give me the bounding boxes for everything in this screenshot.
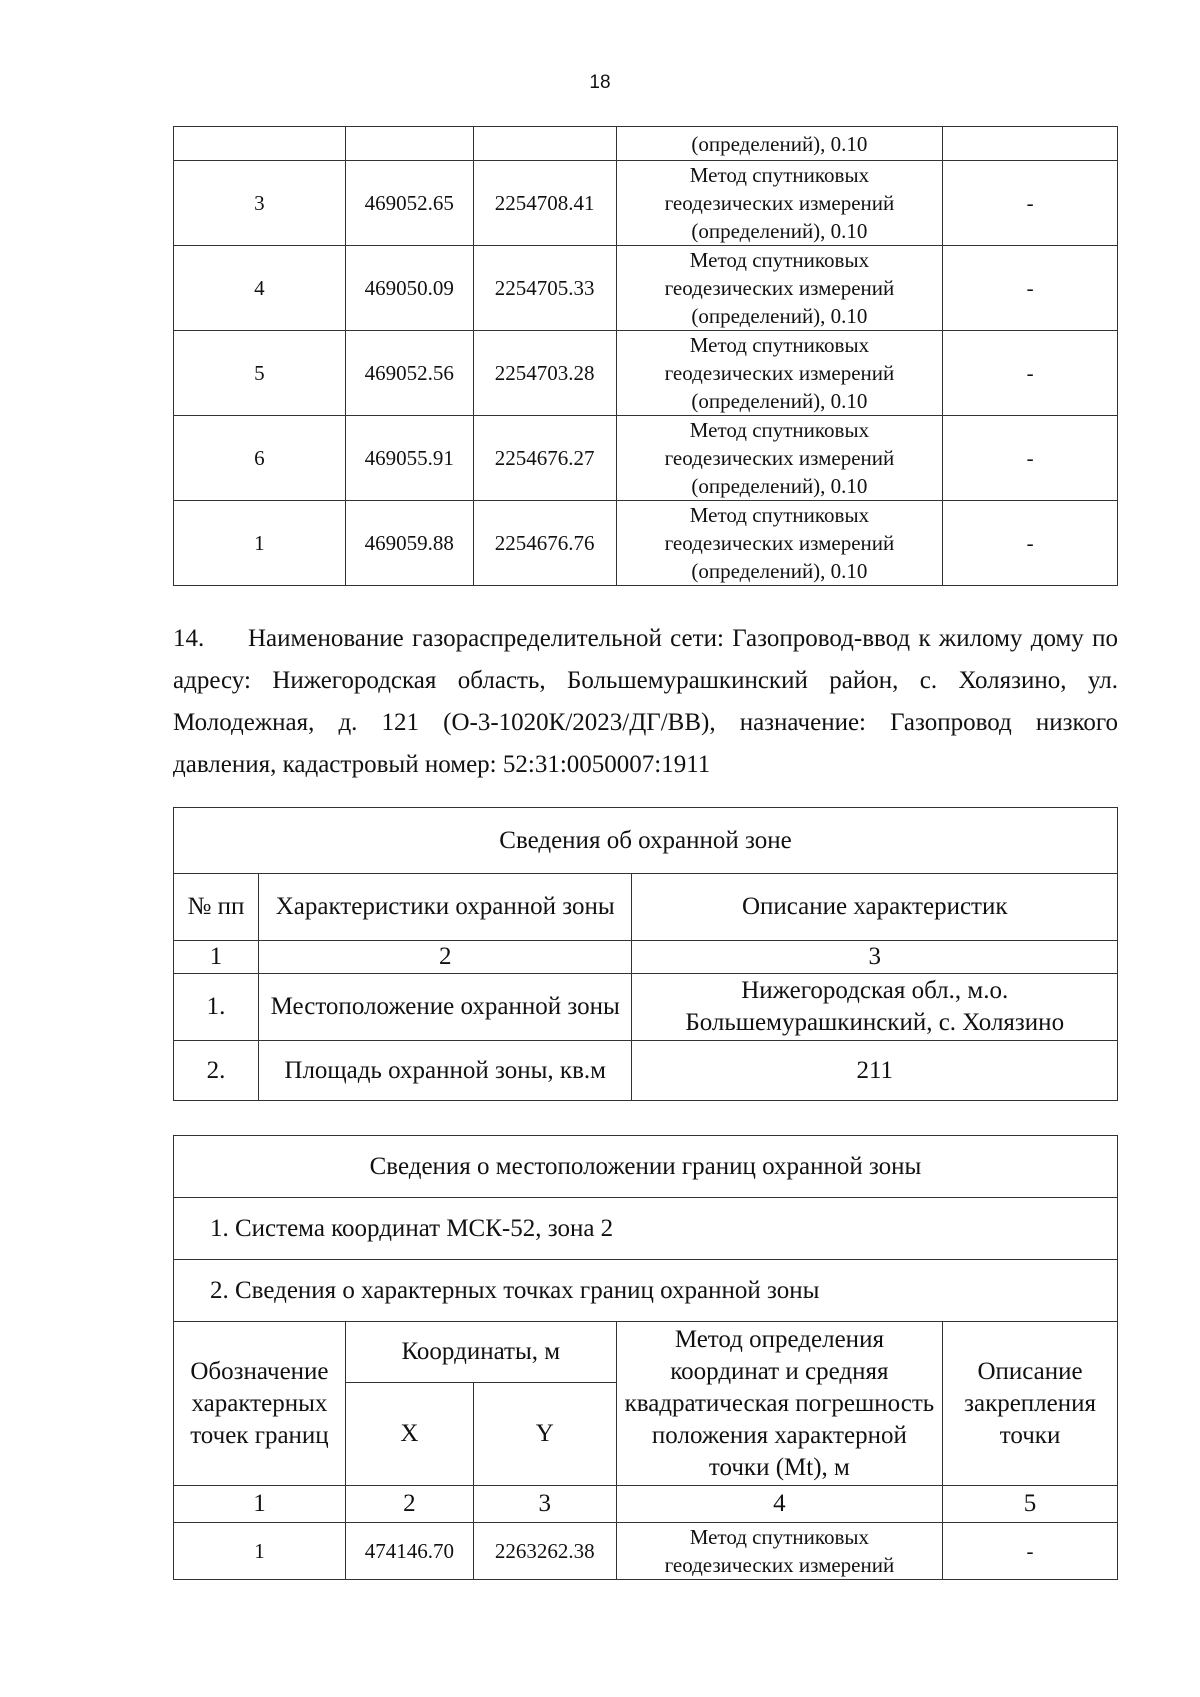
method-cell — [616, 416, 943, 501]
point-id: 1 — [174, 1523, 346, 1580]
table-row — [174, 246, 1118, 331]
method-line: геодезических измерений — [664, 361, 895, 385]
index-cell: 2 — [345, 1486, 473, 1523]
point-id: 4 — [174, 246, 346, 331]
continuation-table — [173, 126, 1118, 586]
table-cell — [174, 127, 346, 161]
table-row — [174, 127, 1118, 161]
point-id: 6 — [174, 416, 346, 501]
coord-x: 469050.09 — [345, 246, 473, 331]
characteristic-name: Местоположение охранной зоны — [258, 974, 632, 1041]
table-cell — [473, 127, 616, 161]
coord-x: 469052.56 — [345, 331, 473, 416]
table-row — [174, 974, 1118, 1041]
method-line: (определений), 0.10 — [691, 559, 868, 583]
column-header: Метод определения координат и средняя квадратическая погрешность положения характерной точки (Mt), м — [616, 1322, 942, 1486]
point-id: 5 — [174, 331, 346, 416]
paragraph-text: Наименование газораспределительной сети: Газопровод-ввод к жилому дому по адресу: Нижегородская область, Большемурашкинский район, с. Холязино, ул. Молодежная, д. 121 (О-3-1020К/2023/ДГ/ВВ), назначение: Газопровод низкого давления, кадастровый номер: 52:31:0050007:1911 — [173, 625, 1118, 778]
index-cell: 3 — [632, 941, 1118, 974]
method-line: геодезических измерений — [664, 276, 895, 300]
column-header: Y — [473, 1383, 616, 1486]
coord-y: 2254703.28 — [473, 331, 616, 416]
method-line: геодезических измерений — [664, 531, 895, 555]
method-line: Метод спутниковых — [689, 1525, 870, 1549]
column-header: X — [345, 1383, 473, 1486]
method-cell — [616, 161, 943, 246]
point-description: - — [943, 416, 1118, 501]
characteristic-value: 211 — [632, 1041, 1118, 1101]
row-number: 2. — [174, 1041, 259, 1101]
column-header: Характеристики охранной зоны — [258, 874, 632, 941]
table-row — [174, 501, 1118, 586]
method-line: (определений), 0.10 — [691, 474, 868, 498]
paragraph-number: 14. — [173, 625, 205, 652]
page-number: 18 — [589, 72, 611, 93]
index-cell: 3 — [473, 1486, 616, 1523]
coord-x: 469055.91 — [345, 416, 473, 501]
coord-y: 2254708.41 — [473, 161, 616, 246]
method-cell — [616, 1523, 942, 1580]
method-cell: (определений), 0.10 — [616, 127, 943, 161]
method-line: Метод спутниковых — [689, 248, 870, 272]
method-line: (определений), 0.10 — [691, 219, 868, 243]
point-description: - — [943, 1523, 1118, 1580]
column-header: Координаты, м — [345, 1322, 616, 1383]
zone-table-title: Сведения об охранной зоне — [174, 808, 1118, 874]
method-line: Метод спутниковых — [689, 163, 870, 187]
column-header: Описание характеристик — [632, 874, 1118, 941]
table-row — [174, 161, 1118, 246]
section-paragraph — [173, 618, 1118, 786]
coord-y: 2263262.38 — [473, 1523, 616, 1580]
method-line: (определений), 0.10 — [691, 304, 868, 328]
point-description: - — [943, 246, 1118, 331]
coordinate-system: 1. Система координат МСК-52, зона 2 — [174, 1198, 1118, 1260]
coord-y: 2254676.76 — [473, 501, 616, 586]
method-cell — [616, 501, 943, 586]
method-line: (определений), 0.10 — [691, 389, 868, 413]
point-id: 1 — [174, 501, 346, 586]
column-header: Описание закрепления точки — [943, 1322, 1118, 1486]
column-header: Обозначение характерных точек границ — [174, 1322, 346, 1486]
boundary-table — [173, 1135, 1118, 1580]
point-description: - — [943, 161, 1118, 246]
table-row — [174, 331, 1118, 416]
boundary-table-title: Сведения о местоположении границ охранной зоны — [174, 1136, 1118, 1198]
index-cell: 1 — [174, 1486, 346, 1523]
method-line: геодезических измерений — [664, 191, 895, 215]
table-row — [174, 416, 1118, 501]
coord-y: 2254705.33 — [473, 246, 616, 331]
index-cell: 1 — [174, 941, 259, 974]
index-cell: 5 — [943, 1486, 1118, 1523]
table-cell — [345, 127, 473, 161]
point-id: 3 — [174, 161, 346, 246]
points-title: 2. Сведения о характерных точках границ охранной зоны — [174, 1260, 1118, 1322]
method-line: геодезических измерений — [664, 1553, 895, 1577]
table-row — [174, 1041, 1118, 1101]
index-cell: 2 — [258, 941, 632, 974]
row-number: 1. — [174, 974, 259, 1041]
coord-x: 474146.70 — [345, 1523, 473, 1580]
method-cell — [616, 331, 943, 416]
column-header: № пп — [174, 874, 259, 941]
method-line: Метод спутниковых — [689, 503, 870, 527]
coord-x: 469059.88 — [345, 501, 473, 586]
point-description: - — [943, 501, 1118, 586]
method-line: Метод спутниковых — [689, 333, 870, 357]
characteristic-value: Нижегородская обл., м.о. Большемурашкинский, с. Холязино — [632, 974, 1118, 1041]
point-description: - — [943, 331, 1118, 416]
characteristic-name: Площадь охранной зоны, кв.м — [258, 1041, 632, 1101]
index-cell: 4 — [616, 1486, 942, 1523]
table-row — [174, 1523, 1118, 1580]
coord-x: 469052.65 — [345, 161, 473, 246]
table-cell — [943, 127, 1118, 161]
method-cell — [616, 246, 943, 331]
coord-y: 2254676.27 — [473, 416, 616, 501]
method-line: Метод спутниковых — [689, 418, 870, 442]
zone-info-table — [173, 807, 1118, 1101]
method-line: геодезических измерений — [664, 446, 895, 470]
